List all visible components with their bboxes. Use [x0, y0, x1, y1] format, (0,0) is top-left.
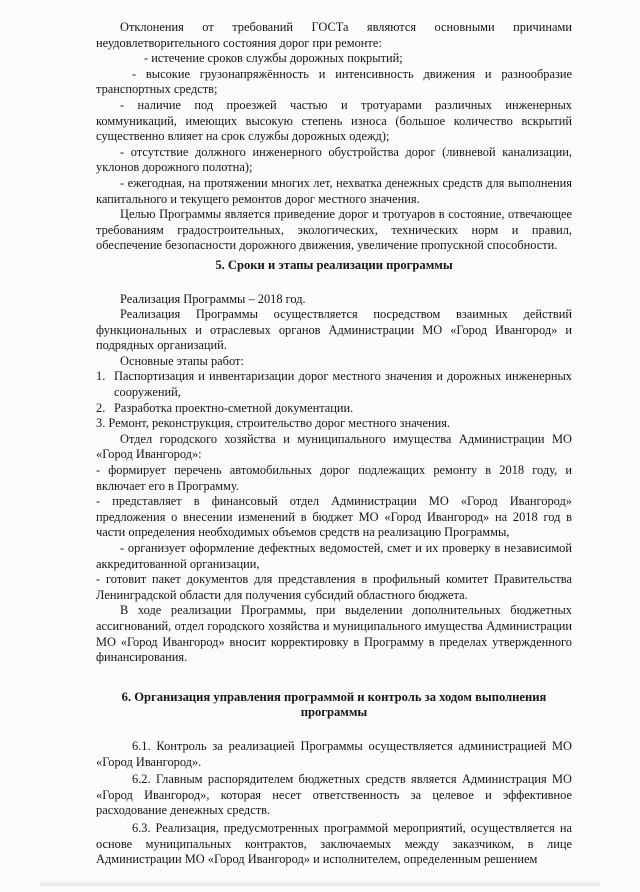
duty-item: - организует оформление дефектных ведомостей, смет и их проверку в независимой аккредитованной организации, [96, 541, 572, 571]
list-item-text: Паспортизация и инвентаризации дорог местного значения и дорожных инженерных сооружений, [114, 369, 572, 400]
intro-paragraph: Отклонения от требований ГОСТа являются основными причинами неудовлетворительного состояния дорог при ремонте: [96, 20, 572, 50]
period-paragraph: Реализация Программы – 2018 год. [120, 291, 306, 306]
reason-item: - высокие грузонапряжённость и интенсивность движения и разнообразие транспортных средств; [96, 66, 572, 97]
reason-item: - отсутствие должного инженерного обустройства дорог (ливневой канализации, уклонов дорожного полотна); [96, 144, 572, 175]
goal-paragraph: Целью Программы является приведение дорог и тротуаров в состояние, отвечающее требованиям градостроительных, экологических, технических норм и правил, обеспечение безопасности дорожного движения, увеличение пропускной способности. [96, 207, 572, 253]
clause-item: 6.1. Контроль за реализацией Программы осуществляется администрацией МО «Город Ивангород». [96, 738, 572, 769]
list-item-number: 2. [96, 400, 106, 415]
scan-shadow [40, 880, 600, 886]
list-item [96, 401, 572, 417]
list-item-text: Разработка проектно-сметной документации. [114, 400, 354, 415]
closing-paragraph: В ходе реализации Программы, при выделении дополнительных бюджетных ассигнований, отдел городского хозяйства и муниципального имущества Администрации МО «Город Ивангород» вносит корректировку в Программу в пределах утвержденного финансирования. [96, 603, 572, 665]
stages-title: Основные этапы работ: [120, 353, 244, 368]
reason-item: - ежегодная, на протяжении многих лет, нехватка денежных средств для выполнения капитального и текущего ремонтов дорог местного значения. [96, 175, 572, 206]
section-5-heading: 5. Сроки и этапы реализации программы [215, 257, 453, 272]
stages-list [96, 369, 572, 416]
reason-item: - истечение сроков службы дорожных покрытий; [144, 51, 403, 66]
duty-item: - готовит пакет документов для представления в профильный комитет Правительства Ленинградской области для получения субсидий областного бюджета. [96, 572, 572, 602]
list-item [96, 369, 572, 400]
duty-item: - представляет в финансовый отдел Администрации МО «Город Ивангород» предложения о внесении изменений в бюджет МО «Город Ивангород» на 2018 год в части определения необходимых объемов средств на реализацию Программы, [96, 494, 572, 540]
clause-item: 6.3. Реализация, предусмотренных программой мероприятий, осуществляется на основе муниципальных контрактов, заключаемых между заказчиком, в лице Администрации МО «Город Ивангород» и исполнителем, определенным решением [96, 820, 572, 867]
clause-item: 6.2. Главным распорядителем бюджетных средств является Администрация МО «Город Ивангород», которая несет ответственность за целевое и эффективное расходование денежных средств. [96, 772, 572, 818]
department-intro: Отдел городского хозяйства и муниципального имущества Администрации МО «Город Ивангород»: [96, 431, 572, 462]
document-page [96, 20, 572, 868]
reason-item: - наличие под проезжей частью и тротуарами различных инженерных коммуникаций, имеющих высокую степень износа (большое количество вскрытий существенно влияет на срок службы дорожных одежд); [96, 97, 572, 144]
list-item-number: 1. [96, 369, 106, 384]
stage-3-item: 3. Ремонт, реконструкция, строительство дорог местного значения. [96, 416, 450, 431]
implementation-paragraph: Реализация Программы осуществляется посредством взаимных действий функциональных и отраслевых органов Администрации МО «Город Ивангород» и подрядных организаций. [96, 307, 572, 353]
duty-item: - формирует перечень автомобильных дорог подлежащих ремонту в 2018 году, и включает его в Программу. [96, 463, 572, 493]
section-6-heading: 6. Организация управления программой и контроль за ходом выполнения программы [121, 689, 547, 720]
